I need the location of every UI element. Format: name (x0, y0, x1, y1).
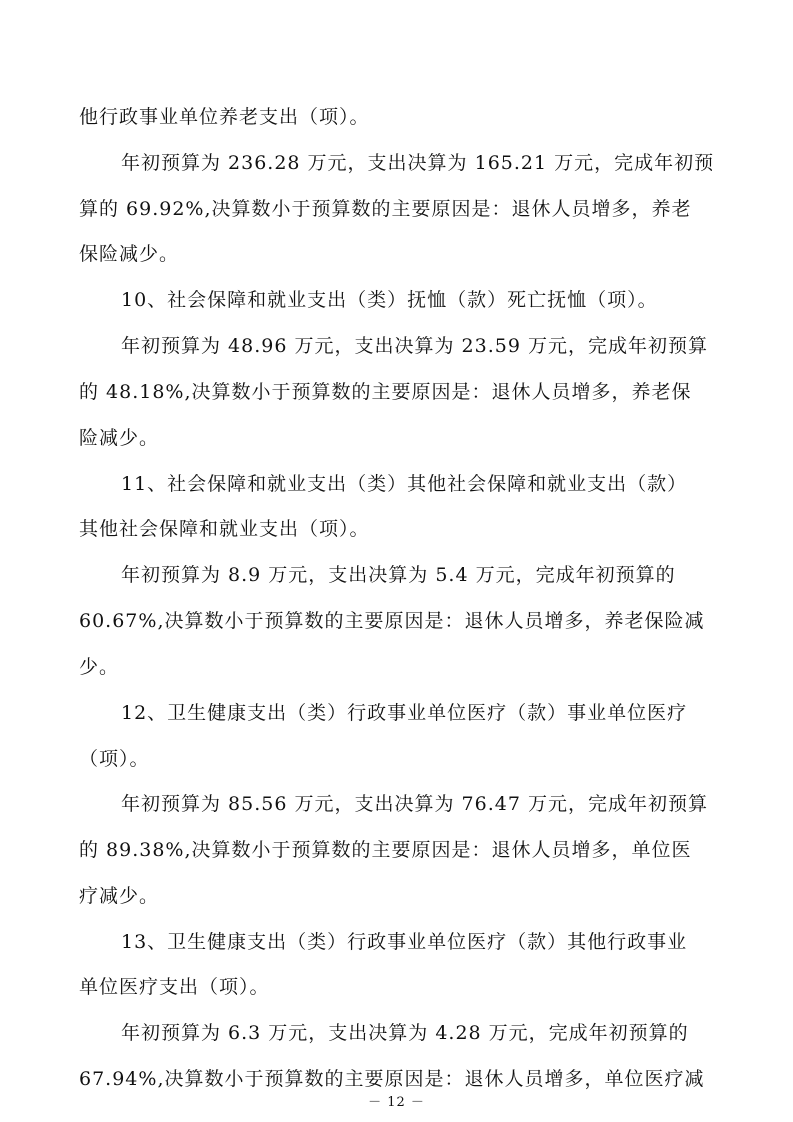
text-line: 险减少。 (79, 427, 160, 449)
text-line: 年初预算为 85.56 万元，支出决算为 76.47 万元，完成年初预算 (121, 793, 708, 815)
text-line: 的 89.38%,决算数小于预算数的主要原因是：退休人员增多，单位医 (79, 839, 692, 861)
section-heading-continued: （项）。 (79, 748, 150, 770)
text-line: 保险减少。 (79, 243, 180, 265)
section-heading: 12、卫生健康支出（类）行政事业单位医疗（款）事业单位医疗 (121, 702, 688, 724)
text-line: 67.94%,决算数小于预算数的主要原因是：退休人员增多，单位医疗减 (79, 1068, 705, 1090)
section-heading-continued: 单位医疗支出（项）。 (79, 976, 270, 998)
text-line: 年初预算为 236.28 万元，支出决算为 165.21 万元，完成年初预 (121, 152, 715, 174)
section-heading: 10、社会保障和就业支出（类）抚恤（款）死亡抚恤（项）。 (121, 289, 658, 311)
page-number: － 12 － (368, 1095, 425, 1110)
section-heading-continued: 其他社会保障和就业支出（项）。 (79, 518, 370, 540)
text-line: 少。 (79, 656, 120, 678)
text-line: 年初预算为 48.96 万元，支出决算为 23.59 万元，完成年初预算 (121, 335, 708, 357)
text-line: 的 48.18%,决算数小于预算数的主要原因是：退休人员增多，养老保 (79, 381, 692, 403)
text-line: 年初预算为 6.3 万元，支出决算为 4.28 万元，完成年初预算的 (121, 1022, 689, 1044)
text-line: 他行政事业单位养老支出（项）。 (79, 106, 370, 128)
text-line: 疗减少。 (79, 885, 160, 907)
text-line: 年初预算为 8.9 万元，支出决算为 5.4 万元，完成年初预算的 (121, 564, 676, 586)
text-line: 60.67%,决算数小于预算数的主要原因是：退休人员增多，养老保险减 (79, 610, 705, 632)
section-heading: 11、社会保障和就业支出（类）其他社会保障和就业支出（款） (121, 473, 688, 495)
section-heading: 13、卫生健康支出（类）行政事业单位医疗（款）其他行政事业 (121, 931, 688, 953)
text-line: 算的 69.92%,决算数小于预算数的主要原因是：退休人员增多，养老 (79, 198, 692, 220)
